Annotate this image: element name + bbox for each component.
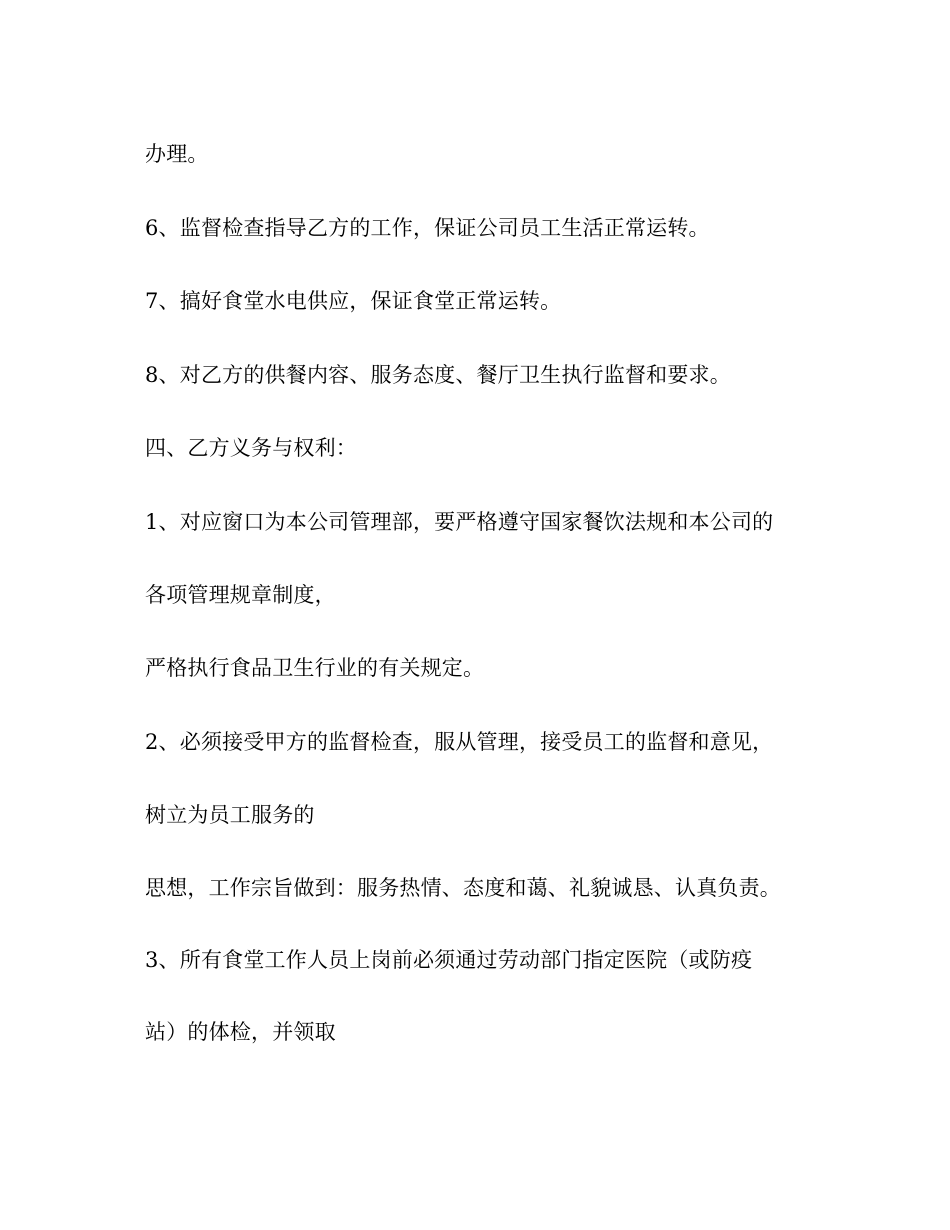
text-line: 树立为员工服务的 [145,803,315,827]
text-line: 2、必须接受甲方的监督检查，服从管理，接受员工的监督和意见， [145,730,774,754]
section-heading: 四、乙方义务与权利： [145,436,357,460]
text-line: 7、搞好食堂水电供应，保证食堂正常运转。 [145,289,562,313]
text-line: 严格执行食品卫生行业的有关规定。 [145,656,485,680]
text-line: 8、对乙方的供餐内容、服务态度、餐厅卫生执行监督和要求。 [145,363,731,387]
text-line: 各项管理规章制度， [145,583,336,607]
text-line: 3、所有食堂工作人员上岗前必须通过劳动部门指定医院（或防疫 [145,948,753,972]
text-line: 1、对应窗口为本公司管理部，要严格遵守国家餐饮法规和本公司的 [145,510,774,534]
text-line: 思想，工作宗旨做到：服务热情、态度和蔼、礼貌诚恳、认真负责。 [145,876,781,900]
text-line: 站）的体检，并领取 [145,1020,336,1044]
text-line: 办理。 [145,142,209,166]
text-line: 6、监督检查指导乙方的工作，保证公司员工生活正常运转。 [145,216,710,240]
